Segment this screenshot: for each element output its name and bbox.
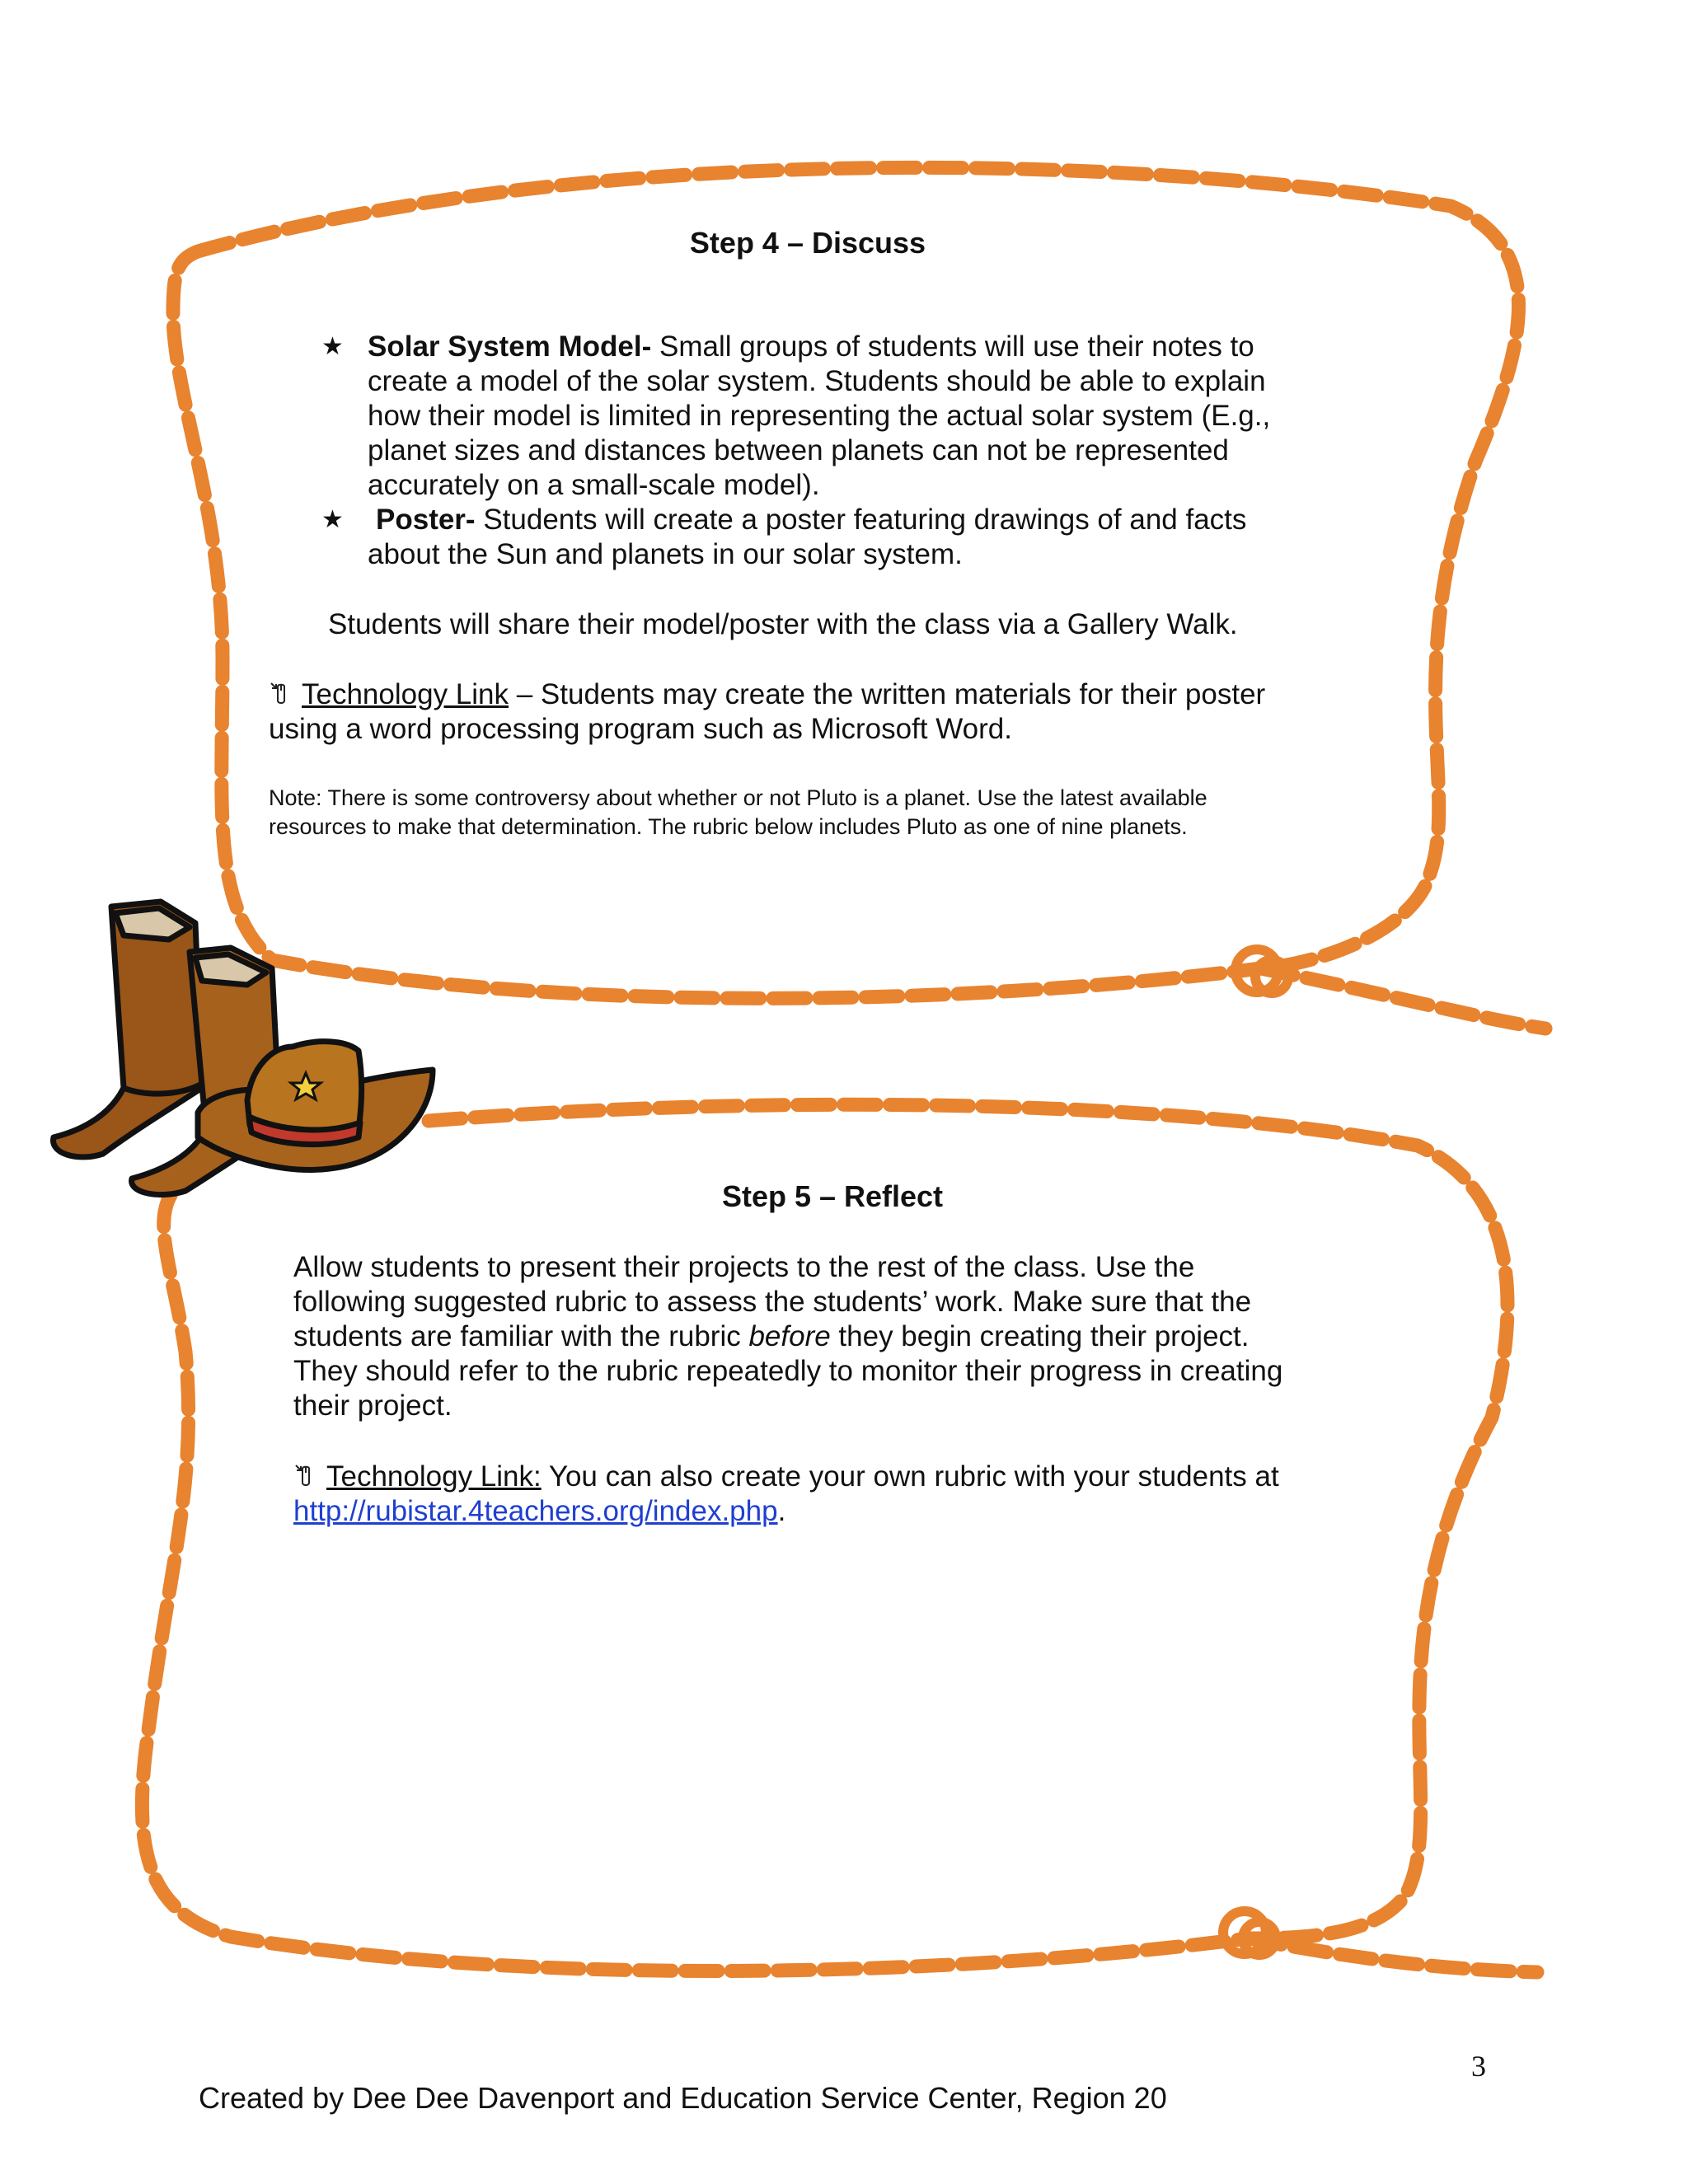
bullet-solar-system-model-cont: create a model of the solar system. Students should be able to explain how their model is limited in representing the actual solar system (E.g., planet sizes and distances between planets can not be represented accurately on a small-scale model). — [368, 365, 1271, 501]
mouse-icon — [293, 1461, 318, 1486]
bullet-label: Solar System Model- — [368, 330, 652, 363]
cowboy-boots-hat-clipart — [45, 890, 441, 1212]
step5-paragraph: Allow students to present their projects to the rest of the class. Use the following suggested rubric to assess the students’ work. Make sure that the students are familiar with the rubric before they begin creating their project. They should refer to the rubric repeatedly to monitor their progress in creating their project. — [293, 1251, 1283, 1422]
technology-link-label: Technology Link — [302, 678, 509, 710]
step5-title: Step 5 – Reflect — [721, 1179, 944, 1213]
step4-title: Step 4 – Discuss — [689, 226, 926, 260]
step5-tech-link-paragraph: Technology Link: You can also create your own rubric with your students at http://rubistar.4teachers.org/index.php. — [293, 1460, 1279, 1527]
pluto-note: Note: There is some controversy about whether or not Pluto is a planet. Use the latest available resources to make that determination. The rubric below includes Pluto as one of nine planets. — [269, 785, 1207, 839]
technology-link-label: Technology Link: — [326, 1460, 542, 1493]
gallery-walk-text: Students will share their model/poster with the class via a Gallery Walk. — [328, 608, 1238, 640]
mouse-icon — [269, 679, 293, 704]
bullet-label: Poster- — [376, 504, 476, 536]
star-bullet-icon: ★ — [321, 333, 344, 360]
bullet-poster: Poster- Students will create a poster featuring drawings of and facts — [376, 504, 1247, 536]
bullet-poster-cont: about the Sun and planets in our solar system. — [368, 538, 963, 570]
bullet-solar-system-model: Solar System Model- Small groups of students will use their notes to — [368, 330, 1254, 363]
tech-link-paragraph: Technology Link – Students may create the written materials for their poster using a word processing program such as Microsoft Word. — [269, 678, 1266, 745]
rubistar-link[interactable]: http://rubistar.4teachers.org/index.php — [293, 1495, 778, 1527]
footer-credit: Created by Dee Dee Davenport and Education Service Center, Region 20 — [199, 2081, 1167, 2115]
page-number: 3 — [1471, 2050, 1486, 2083]
star-bullet-icon: ★ — [321, 506, 344, 533]
